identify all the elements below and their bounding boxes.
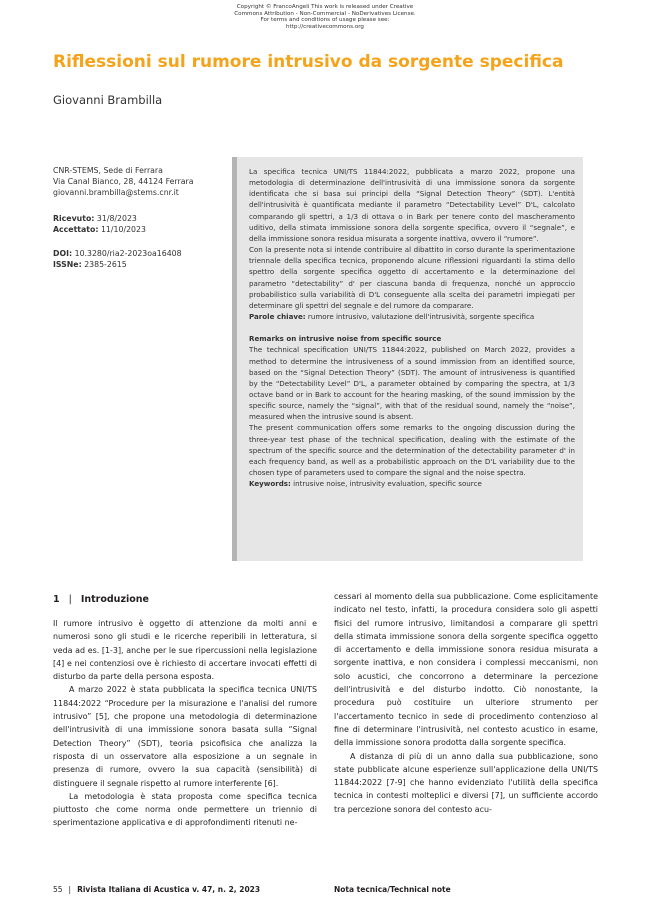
abstract-it-paragraph: Con la presente nota si intende contribuire al dibattito in corso durante la sperimentazione triennale della specifica tecnica, proponendo alcune riflessioni riguardanti la stima dello spettro della sorgente specifica oggetto di accertamento e la determinazione del parametro “detectability” d' per ciascuna banda di frequenza, nonché un approccio probabilistico sulla variabilità di D'L conseguente alla scelta dei parametri impiegati per determinare gli spettri del segnale e del rumore da comparare.: [249, 245, 575, 310]
body-paragraph: La metodologia è stata proposta come specifica tecnica piuttosto che come norma onde permettere un triennio di sperimentazione applicativa e di approfondimenti ritenuti ne-: [53, 791, 317, 828]
copyright-line: Copyright © FrancoAngeli This work is released under Creative: [236, 4, 414, 10]
body-paragraph: A marzo 2022 è stata pubblicata la specifica tecnica UNI/TS 11844:2022 “Procedure per la misurazione e l'analisi del rumore intrusivo” [5], che propone una metodologia di determinazione dell'intrusività di una immissione sonora basata sulla “Signal Detection Theory” (SDT), teoria psicofisica che analizza la risposta di un osservatore alla esposizione a un segnale in presenza di rumore, ovvero la sua capacità (sensibilità) di distinguere il segnale rispetto al rumore interferente [6].: [53, 685, 317, 788]
keywords-en-value: intrusive noise, intrusivity evaluation, specific source: [293, 479, 482, 489]
body-paragraph: A distanza di più di un anno dalla sua pubblicazione, sono state pubblicate alcune esperienze sull'applicazione della UNI/TS 11844:2022 [7-9] che hanno evidenziato l'utilità della specifica tecnica in contesti molteplici e diversi [7], un sufficiente accordo tra percezione sonora del contesto acu-: [334, 751, 598, 814]
journal-name: Rivista Italiana di Acustica v. 47, n. 2, 2023: [77, 885, 261, 894]
affiliation-line: CNR-STEMS, Sede di Ferrara: [53, 166, 163, 175]
doi-label: DOI:: [53, 249, 73, 258]
page-number: 55: [53, 885, 63, 894]
abstract-box: [232, 157, 583, 561]
page-footer: [53, 885, 260, 894]
abstract-it-paragraph: La specifica tecnica UNI/TS 11844:2022, pubblicata a marzo 2022, propone una metodologia di determinazione dell'intrusività di una immissione sonora da sorgente identificata che si basa sui principi della “Signal Detection Theory” (SDT). L'entità dell'intrusività è quantificata mediante il parametro “Detectability Level” D'L, calcolato comparando gli spettri, a 1/3 di ottava o in Bark per tenere conto del mascheramento uditivo, della stimata immissione sonora della sorgente specifica, ovvero il “segnale”, e della immissione sonora residua misurata a sorgente inattiva, ovvero il “rumore”.: [249, 167, 575, 243]
accepted-label: Accettato:: [53, 225, 99, 234]
abstract-en-paragraph: The present communication offers some remarks to the ongoing discussion during the three-year test phase of the technical specification, dealing with the estimate of the spectrum of the specific source and the determination of the detectability parameter d' in each frequency band, as well as a probabilistic approach on the D'L variability due to the chosen type of parameters used to compare the signal and the noise spectra.: [249, 423, 575, 478]
affiliation-line: Via Canal Bianco, 28, 44124 Ferrara: [53, 177, 194, 186]
copyright-notice: [0, 4, 650, 30]
body-paragraph: Il rumore intrusivo è oggetto di attenzione da molti anni e numerosi sono gli studi e le ricerche reperibili in letteratura, si veda ad es. [1-3], anche per le sue ripercussioni nella legislazione [4] e nei contenziosi ove è richiesto di accertare invocati effetti di disturbo da parte della persona esposta.: [53, 619, 317, 682]
issn-label: ISSNe:: [53, 260, 82, 269]
abstract-en-paragraph: The technical specification UNI/TS 11844:2022, published on March 2022, provides a method to determine the intrusiveness of a sound immission from an identified source, based on the “Signal Detection Theory” (SDT). The amount of intrusiveness is quantified by the “Detectability Level” D'L, a parameter obtained by comparing the spectra, at 1/3 octave band or in Bark to account for the hearing masking, of the sound immission by the specific source, namely the “signal”, with that of the residual sound, namely the “noise”, measured when the intrusive sound is absent.: [249, 345, 575, 422]
keywords-it-label: Parole chiave:: [249, 312, 306, 322]
keywords-it-value: rumore intrusivo, valutazione dell'intrusività, sorgente specifica: [307, 312, 535, 322]
received-date: 31/8/2023: [96, 214, 137, 223]
section-separator: |: [68, 594, 72, 605]
article-type: Nota tecnica/Technical note: [334, 885, 451, 894]
dates-block: [53, 213, 228, 235]
body-paragraph: cessari al momento della sua pubblicazione. Come esplicitamente indicato nel testo, infatti, la procedura considera solo gli aspetti fisici del rumore intrusivo, limitandosi a comparare gli spettri della stimata immissione sonora della sorgente specifica oggetto di accertamento e della immissione sonora residua misurata a sorgente inattiva, e non considera i complessi meccanismi, non solo acustici, che concorrono a determinare la percezione dell'intrusività e del disturbo indotto. Ciò nonostante, la procedura può costituire un ulteriore strumento per l'accertamento tecnico in sede di procedimento contenzioso al fine di determinare l'intrusività, nel contesto acustico in esame, della immissione sonora prodotta dalla sorgente specifica.: [334, 592, 598, 748]
body-column-right: [334, 590, 598, 816]
author-email[interactable]: giovanni.brambilla@stems.cnr.it: [53, 188, 179, 197]
copyright-line: Commons Attribution - Non-Commercial - NoDerivatives License.: [234, 10, 416, 17]
identifiers-block: [53, 248, 228, 270]
keywords-en: [249, 478, 575, 489]
received-label: Ricevuto:: [53, 214, 95, 223]
accepted-date: 11/10/2023: [100, 225, 146, 234]
abstract-en-heading: Remarks on intrusive noise from specific source: [249, 334, 442, 344]
section-title: Introduzione: [80, 594, 149, 605]
author-name: Giovanni Brambilla: [53, 93, 163, 107]
doi-value[interactable]: 10.3280/ria2-2023oa16408: [74, 249, 182, 258]
copyright-line: For terms and conditions of usage please see:: [260, 17, 390, 24]
section-number: 1: [53, 594, 60, 605]
footer-separator: |: [68, 885, 72, 894]
copyright-link[interactable]: http://creativecommons.org: [286, 23, 364, 30]
paper-title: Riflessioni sul rumore intrusivo da sorgente specifica: [53, 52, 564, 72]
affiliation-block: [53, 165, 228, 198]
issn-value: 2385-2615: [84, 260, 127, 269]
body-column-left: [53, 617, 317, 830]
section-heading: [53, 594, 149, 605]
keywords-en-label: Keywords:: [249, 479, 291, 489]
keywords-it: [249, 311, 575, 322]
